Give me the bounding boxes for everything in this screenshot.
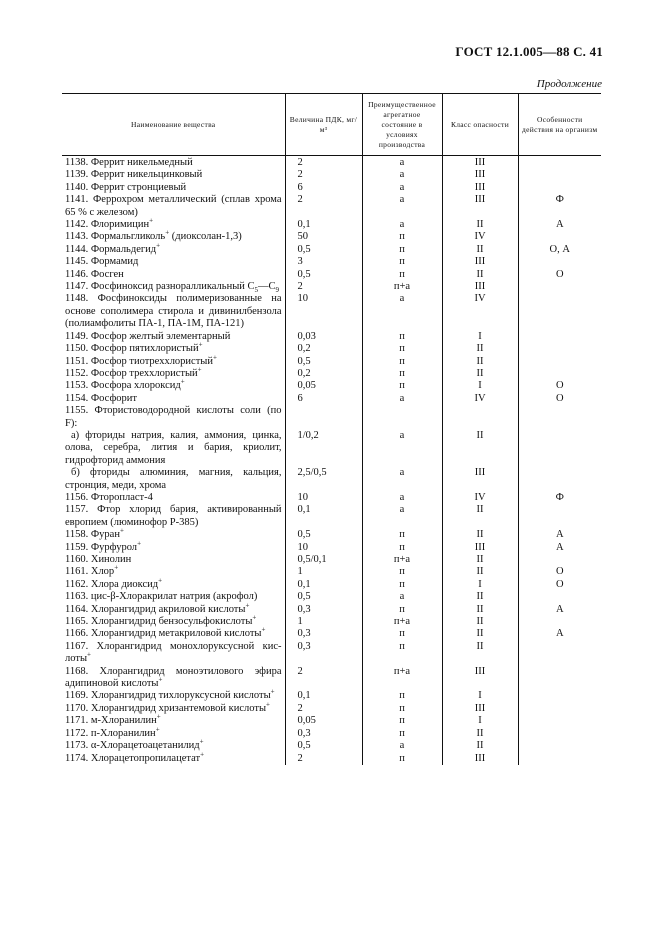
cell-class: I (442, 331, 518, 343)
cell-state: п+а (362, 616, 442, 628)
cell-class: II (442, 529, 518, 541)
cell-name: 1157. Фтор хлорид бария, активированный европием (люминофор Р-385) (65, 504, 282, 528)
cell-class: II (442, 641, 518, 666)
cell-value: 10 (285, 492, 362, 504)
cell-state: п (362, 231, 442, 243)
cell-name: 1154. Фосфорит (65, 392, 137, 404)
table-header-row (62, 94, 601, 156)
cell-features (518, 368, 601, 380)
cell-state: п (362, 690, 442, 702)
table-row (62, 356, 601, 368)
table-row (62, 368, 601, 380)
table-row (62, 641, 601, 666)
table-row (62, 616, 601, 628)
cell-value (285, 405, 362, 430)
cell-value: 6 (285, 182, 362, 194)
table-row (62, 566, 601, 578)
cell-value: 2 (285, 156, 362, 170)
table-row (62, 753, 601, 765)
cell-features (518, 467, 601, 492)
cell-name: 1160. Хинолин (65, 554, 132, 565)
cell-features (518, 616, 601, 628)
table-row (62, 380, 601, 392)
page-header: ГОСТ 12.1.005—88 С. 41 (455, 44, 603, 59)
cell-state: п (362, 604, 442, 616)
table-row (62, 703, 601, 715)
column-header-value: Величина ПДК, мг/м³ (285, 94, 362, 156)
cell-class: II (442, 430, 518, 467)
cell-features: А (518, 529, 601, 541)
cell-features (518, 554, 601, 566)
column-header-class: Класс опасности (442, 94, 518, 156)
cell-features (518, 591, 601, 603)
cell-features (518, 343, 601, 355)
cell-value: 1/0,2 (285, 430, 362, 467)
cell-value: 3 (285, 256, 362, 268)
table-row (62, 579, 601, 591)
cell-name: 1171. м-Хлоранилин+ (65, 712, 161, 727)
cell-features (518, 231, 601, 243)
cell-state: п+а (362, 554, 442, 566)
table-row (62, 666, 601, 691)
cell-state: п (362, 703, 442, 715)
table-row (62, 542, 601, 554)
cell-name: 1147. Фосфиноксид разноралликальный $C_5—C_9$ (65, 281, 280, 295)
cell-class: II (442, 219, 518, 231)
cell-name: 1165. Хлорангидрид бензосульфокислоты+ (65, 613, 257, 628)
cell-name: 1172. п-Хлоранилин+ (65, 725, 160, 739)
table-row (62, 293, 601, 330)
cell-value: 2 (285, 194, 362, 219)
cell-features (518, 753, 601, 765)
table-row (62, 504, 601, 529)
cell-state: п (362, 331, 442, 343)
table-row (62, 256, 601, 268)
cell-class: I (442, 579, 518, 591)
cell-features: О (518, 269, 601, 281)
cell-value: 0,5 (285, 591, 362, 603)
cell-name: 1167. Хлорангидрид монохлоруксусной кислоты+ (65, 640, 282, 665)
cell-features: О (518, 566, 601, 578)
table-row (62, 492, 601, 504)
cell-state: а (362, 430, 442, 467)
cell-value: 0,3 (285, 628, 362, 640)
cell-features: О (518, 579, 601, 591)
cell-value: 2 (285, 281, 362, 293)
cell-features (518, 256, 601, 268)
table-row (62, 343, 601, 355)
cell-class: III (442, 703, 518, 715)
cell-state: а (362, 182, 442, 194)
cell-name: 1156. Фторопласт-4 (65, 491, 153, 503)
cell-state: а (362, 293, 442, 330)
cell-value: 0,2 (285, 368, 362, 380)
cell-name: 1140. Феррит стронциевый (65, 181, 187, 193)
cell-name: 1139. Феррит никельцинковый (65, 169, 203, 181)
cell-value: 0,03 (285, 331, 362, 343)
cell-features (518, 281, 601, 293)
cell-class: II (442, 566, 518, 578)
cell-features: А (518, 604, 601, 616)
table-row (62, 467, 601, 492)
cell-class: II (442, 740, 518, 752)
cell-class: IV (442, 293, 518, 330)
table-row (62, 405, 601, 430)
cell-class (442, 405, 518, 430)
cell-name: 1141. Феррохром металлический (сплав хрома 65 % с железом) (65, 194, 282, 218)
cell-state: п (362, 628, 442, 640)
cell-class: III (442, 281, 518, 293)
table-row (62, 331, 601, 343)
cell-features (518, 703, 601, 715)
cell-value: 0,5 (285, 269, 362, 281)
table-row (62, 604, 601, 616)
table-row (62, 169, 601, 181)
cell-class: IV (442, 231, 518, 243)
cell-state: п (362, 542, 442, 554)
cell-class: I (442, 715, 518, 727)
substances-table (62, 93, 601, 765)
cell-value: 0,1 (285, 579, 362, 591)
cell-class: II (442, 616, 518, 628)
cell-name: 1142. Флоримицин+ (65, 216, 154, 231)
cell-state: п (362, 356, 442, 368)
cell-class: III (442, 256, 518, 268)
cell-class: III (442, 753, 518, 765)
table-row (62, 231, 601, 243)
cell-class: III (442, 169, 518, 181)
cell-state: п+а (362, 281, 442, 293)
cell-name: 1163. цис-β-Хлоракрилат натрия (акрофол) (65, 591, 258, 603)
cell-name: 1153. Фосфора хлороксид+ (65, 377, 185, 392)
cell-value: 2,5/0,5 (285, 467, 362, 492)
cell-features (518, 504, 601, 529)
cell-state: п (362, 566, 442, 578)
cell-state: а (362, 169, 442, 181)
cell-value: 0,1 (285, 219, 362, 231)
cell-state: а (362, 492, 442, 504)
cell-name: 1143. Формальгликоль+ (диоксолан-1,3) (65, 228, 242, 243)
cell-name: а) фториды натрия, калия, аммония, цинка, олова, серебра, лития и бария, криолит, гидрофторид аммония (65, 429, 282, 466)
cell-value: 1 (285, 566, 362, 578)
cell-name: 1152. Фосфор треххлористый+ (65, 365, 202, 379)
cell-value: 10 (285, 293, 362, 330)
cell-class: II (442, 244, 518, 256)
table-row (62, 715, 601, 727)
cell-features (518, 156, 601, 170)
cell-value: 2 (285, 169, 362, 181)
cell-state: а (362, 219, 442, 231)
cell-class: IV (442, 393, 518, 405)
table-row (62, 554, 601, 566)
cell-features: О, А (518, 244, 601, 256)
cell-name: 1166. Хлорангидрид метакриловой кислоты+ (65, 625, 266, 640)
cell-name: 1158. Фуран+ (65, 526, 124, 541)
cell-name: 1148. Фосфиноксиды полимеризованные на основе сополимера стирола и дивинилбензола (полиамфолиты ПА-1, ПА-1М, ПА-121) (65, 293, 282, 330)
cell-state: а (362, 504, 442, 529)
cell-name: 1168. Хлорангидрид моноэтилового эфира адипиновой кислоты+ (65, 665, 282, 690)
cell-state: а (362, 156, 442, 170)
cell-features (518, 690, 601, 702)
cell-features (518, 715, 601, 727)
cell-name: 1174. Хлорацетопропилацетат+ (65, 750, 205, 764)
cell-class: II (442, 628, 518, 640)
table-row (62, 194, 601, 219)
cell-class: II (442, 504, 518, 529)
cell-features (518, 641, 601, 666)
cell-class: II (442, 343, 518, 355)
cell-value: 2 (285, 753, 362, 765)
table-row (62, 269, 601, 281)
cell-features (518, 430, 601, 467)
cell-state: а (362, 393, 442, 405)
table-row (62, 529, 601, 541)
cell-class: I (442, 380, 518, 392)
cell-class: II (442, 728, 518, 740)
cell-value: 0,5 (285, 244, 362, 256)
cell-class: II (442, 356, 518, 368)
cell-class: III (442, 542, 518, 554)
cell-features (518, 182, 601, 194)
column-header-features: Особенности действия на организм (518, 94, 601, 156)
cell-value: 2 (285, 666, 362, 691)
cell-name: б) фториды алюминия, магния, кальция, стронция, меди, хрома (65, 467, 282, 491)
cell-class: II (442, 554, 518, 566)
cell-state: п (362, 753, 442, 765)
cell-state: п (362, 343, 442, 355)
table-row (62, 690, 601, 702)
cell-state: п (362, 715, 442, 727)
cell-features: Ф (518, 194, 601, 219)
column-header-name: Наименование вещества (62, 94, 285, 156)
cell-state: а (362, 194, 442, 219)
cell-state: п (362, 641, 442, 666)
cell-features: А (518, 542, 601, 554)
cell-name: 1138. Феррит никельмедный (65, 157, 193, 168)
cell-features: А (518, 628, 601, 640)
cell-class: II (442, 604, 518, 616)
cell-value: 1 (285, 616, 362, 628)
cell-features (518, 169, 601, 181)
table-row (62, 430, 601, 467)
cell-name: 1170. Хлорангидрид хризантемовой кислоты+ (65, 700, 270, 714)
cell-name: 1162. Хлора диоксид+ (65, 576, 163, 590)
continuation-label: Продолжение (536, 78, 602, 90)
cell-name: 1161. Хлор+ (65, 563, 119, 578)
cell-features (518, 728, 601, 740)
cell-state: п (362, 256, 442, 268)
table-row (62, 281, 601, 293)
cell-class: III (442, 666, 518, 691)
cell-state: п (362, 368, 442, 380)
cell-value: 0,05 (285, 380, 362, 392)
cell-name: 1155. Фтористоводородной кислоты соли (по F): (65, 405, 282, 429)
cell-name: 1149. Фосфор желтый элементарный (65, 330, 231, 342)
cell-class: II (442, 591, 518, 603)
cell-name: 1164. Хлорангидрид акриловой кислоты+ (65, 601, 250, 615)
cell-state: п (362, 380, 442, 392)
cell-features: Ф (518, 492, 601, 504)
cell-class: III (442, 467, 518, 492)
cell-name: 1173. α-Хлорацетоацетанилид+ (65, 737, 204, 752)
cell-name: 1159. Фурфурол+ (65, 539, 142, 553)
cell-value: 0,3 (285, 641, 362, 666)
cell-features: О (518, 380, 601, 392)
cell-features (518, 293, 601, 330)
cell-class: IV (442, 492, 518, 504)
table-row (62, 728, 601, 740)
table-row (62, 628, 601, 640)
cell-name: 1169. Хлорангидрид тихлоруксусной кислоты+ (65, 687, 275, 702)
cell-value: 0,1 (285, 504, 362, 529)
table-row (62, 244, 601, 256)
cell-class: III (442, 182, 518, 194)
cell-state: п (362, 529, 442, 541)
cell-value: 2 (285, 703, 362, 715)
cell-state: п+а (362, 666, 442, 691)
cell-class: III (442, 156, 518, 170)
cell-state: п (362, 579, 442, 591)
cell-state: а (362, 591, 442, 603)
cell-features (518, 356, 601, 368)
cell-name: 1150. Фосфор пятихлористый+ (65, 340, 203, 355)
cell-state: п (362, 244, 442, 256)
table-row (62, 219, 601, 231)
cell-value: 0,1 (285, 690, 362, 702)
cell-value: 50 (285, 231, 362, 243)
cell-name: 1144. Формальдегид+ (65, 241, 161, 255)
cell-value: 0,5 (285, 529, 362, 541)
table-row (62, 156, 601, 170)
cell-state: а (362, 740, 442, 752)
cell-value: 10 (285, 542, 362, 554)
cell-value: 0,3 (285, 728, 362, 740)
cell-features: О (518, 393, 601, 405)
cell-name: 1145. Формамид (65, 256, 139, 268)
cell-features (518, 331, 601, 343)
table-row (62, 393, 601, 405)
cell-state: п (362, 269, 442, 281)
cell-state: п (362, 728, 442, 740)
cell-value: 6 (285, 393, 362, 405)
cell-features (518, 666, 601, 691)
cell-value: 0,3 (285, 604, 362, 616)
cell-name: 1146. Фосген (65, 268, 124, 280)
cell-value: 0,5 (285, 740, 362, 752)
cell-features (518, 405, 601, 430)
cell-name: 1151. Фосфор тиотреххлористый+ (65, 353, 217, 367)
cell-state (362, 405, 442, 430)
cell-value: 0,5/0,1 (285, 554, 362, 566)
cell-state: а (362, 467, 442, 492)
cell-class: III (442, 194, 518, 219)
cell-value: 0,05 (285, 715, 362, 727)
cell-features (518, 740, 601, 752)
cell-class: II (442, 368, 518, 380)
table-row (62, 591, 601, 603)
table-row (62, 182, 601, 194)
column-header-state: Преимущественное агрегатное состояние в условиях производства (362, 94, 442, 156)
cell-value: 0,2 (285, 343, 362, 355)
table-row (62, 740, 601, 752)
cell-class: I (442, 690, 518, 702)
cell-class: II (442, 269, 518, 281)
cell-features: А (518, 219, 601, 231)
cell-value: 0,5 (285, 356, 362, 368)
